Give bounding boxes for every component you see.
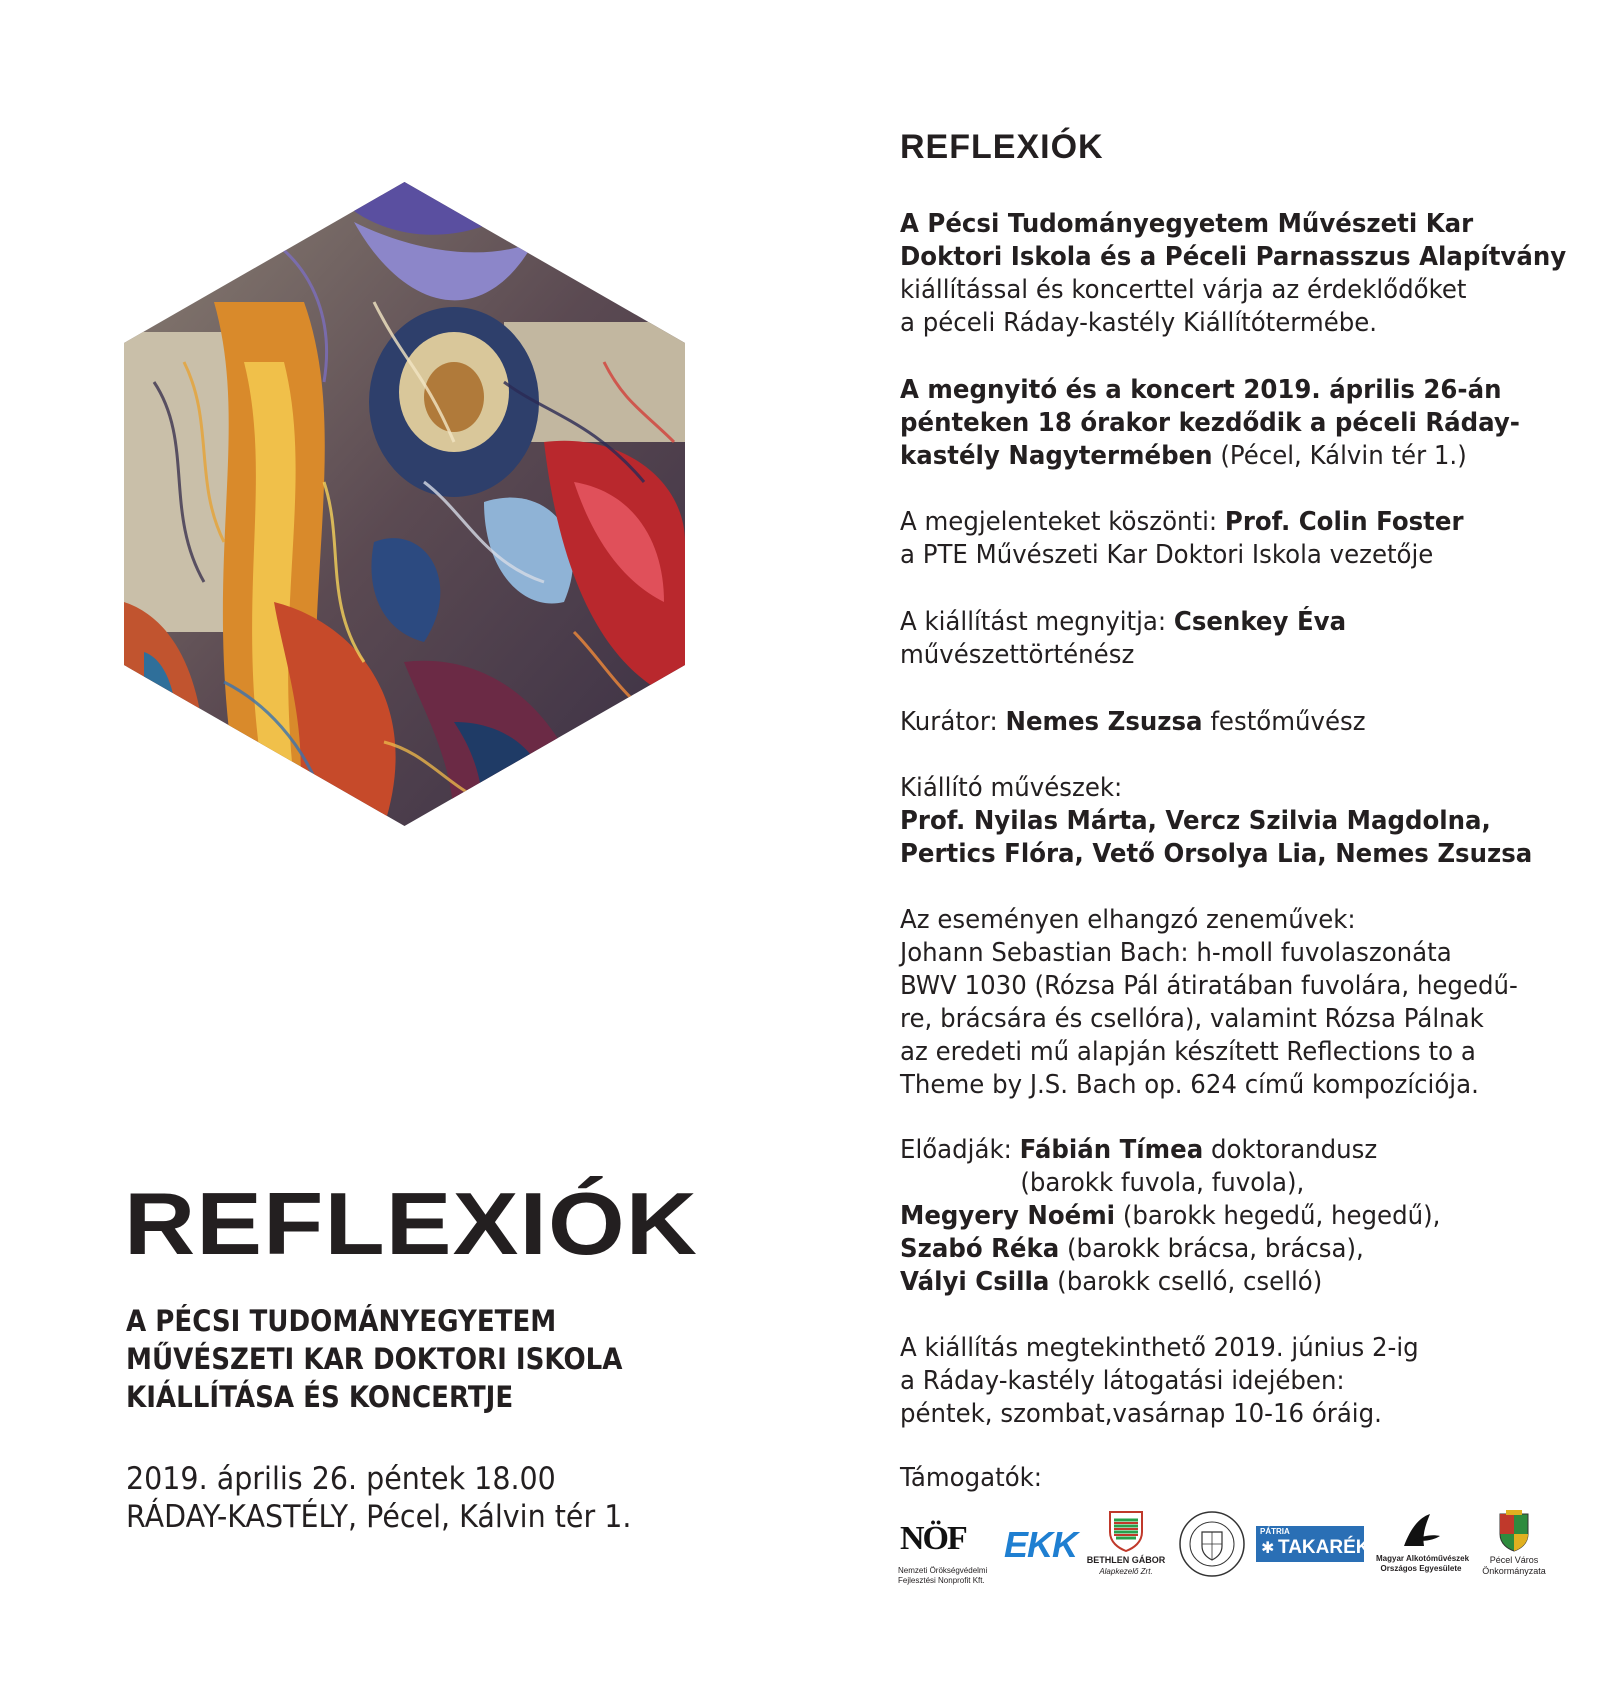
curator-name: Nemes Zsuzsa: [1005, 707, 1203, 737]
greeting-name: Prof. Colin Foster: [1224, 507, 1464, 537]
visiting-paragraph: [900, 1332, 1539, 1431]
intro-line: A Pécsi Tudományegyetem Művészeti Kar: [900, 209, 1474, 239]
performer-instrument: (barokk cselló, cselló): [1049, 1267, 1323, 1297]
subtitle-line: MŰVÉSZETI KAR DOKTORI ISKOLA: [126, 1342, 623, 1376]
university-seal-icon: [1178, 1510, 1246, 1578]
performer-name: Vályi Csilla: [900, 1267, 1050, 1297]
event-date-venue: [126, 1460, 631, 1536]
maoe-logo: [1376, 1510, 1470, 1595]
music-line: az eredeti mű alapján készített Reflections to a: [900, 1037, 1476, 1067]
event-venue: RÁDAY-KASTÉLY, Pécel, Kálvin tér 1.: [126, 1499, 632, 1535]
bethlen-gabor-logo: [1086, 1510, 1166, 1595]
performer-instrument: (barokk fuvola, fuvola),: [1020, 1168, 1305, 1198]
performers-label: Előadják:: [900, 1135, 1020, 1165]
cover-subtitle: [126, 1302, 623, 1416]
music-paragraph: [900, 904, 1539, 1102]
subtitle-line: KIÁLLÍTÁSA ÉS KONCERTJE: [126, 1380, 514, 1414]
ekk-logo: [1000, 1510, 1080, 1595]
performer-instrument: (barokk hegedű, hegedű),: [1115, 1201, 1441, 1231]
event-date: 2019. április 26. péntek 18.00: [126, 1461, 556, 1497]
curator-paragraph: [900, 706, 1539, 739]
opening-address: (Pécel, Kálvin tér 1.): [1212, 441, 1467, 471]
patria-takarek-logo: [1256, 1510, 1370, 1595]
pecel-city-logo: [1472, 1510, 1556, 1595]
opening-paragraph: [900, 374, 1539, 473]
nof-caption: Fejlesztési Nonprofit Kft.: [898, 1576, 985, 1585]
artists-line: Prof. Nyilas Márta, Vercz Szilvia Magdolna,: [900, 806, 1491, 836]
opening-venue: kastély Nagytermében: [900, 441, 1213, 471]
pecel-coat-of-arms-icon: [1498, 1510, 1530, 1552]
sponsors-heading: [900, 1462, 1539, 1495]
opener-label: A kiállítást megnyitja:: [900, 607, 1174, 637]
nof-logo: [896, 1510, 996, 1595]
performer-name: Megyery Noémi: [900, 1201, 1116, 1231]
intro-line: Doktori Iskola és a Péceli Parnasszus Alapítvány: [900, 242, 1567, 272]
sponsor-logos: [896, 1510, 1556, 1595]
greeting-paragraph: [900, 506, 1539, 572]
pecel-caption: Önkormányzata: [1482, 1566, 1546, 1576]
greeting-role: a PTE Művészeti Kar Doktori Iskola vezetője: [900, 540, 1434, 570]
opener-name: Csenkey Éva: [1173, 607, 1347, 637]
performer-name: Szabó Réka: [900, 1234, 1060, 1264]
performer-name: Fábián Tímea: [1019, 1135, 1204, 1165]
ekk-mark: EKK: [1004, 1524, 1078, 1565]
curator-label: Kurátor:: [900, 707, 1006, 737]
maoe-caption: Országos Egyesülete: [1380, 1564, 1462, 1573]
patria-main-text: TAKARÉK: [1278, 1537, 1370, 1558]
bethlen-caption: Alapkezelő Zrt.: [1099, 1567, 1153, 1576]
opening-line: pénteken 18 órakor kezdődik a péceli Ráday-: [900, 408, 1520, 438]
pecel-caption: Pécel Város: [1489, 1555, 1539, 1565]
opener-role: művészettörténész: [900, 640, 1135, 670]
visiting-line: A kiállítás megtekinthető 2019. június 2-ig: [900, 1333, 1419, 1363]
performers-paragraph: [900, 1134, 1539, 1299]
artists-line: Pertics Flóra, Vető Orsolya Lia, Nemes Zsuzsa: [900, 839, 1533, 869]
opening-line: A megnyitó és a koncert 2019. április 26-án: [900, 375, 1502, 405]
bethlen-caption: BETHLEN GÁBOR: [1086, 1555, 1166, 1565]
music-line: Theme by J.S. Bach op. 624 című kompozíciója.: [900, 1070, 1479, 1100]
visiting-line: a Ráday-kastély látogatási idejében:: [900, 1366, 1345, 1396]
maoe-a-icon: [1400, 1510, 1444, 1550]
curator-role: festőművész: [1202, 707, 1366, 737]
patria-star-icon: ✱: [1261, 1538, 1275, 1557]
music-line: BWV 1030 (Rózsa Pál átiratában fuvolára, hegedű-: [900, 971, 1518, 1001]
intro-line: a péceli Ráday-kastély Kiállítótermébe.: [900, 308, 1378, 338]
university-seal-logo: [1174, 1510, 1250, 1595]
music-line: Johann Sebastian Bach: h-moll fuvolaszonáta: [900, 938, 1452, 968]
nof-caption: Nemzeti Örökségvédelmi: [898, 1566, 988, 1575]
music-line: re, brácsára és csellóra), valamint Rózsa Pálnak: [900, 1004, 1484, 1034]
intro-line: kiállítással és koncerttel várja az érdeklődőket: [900, 275, 1467, 305]
music-line: Az eseményen elhangzó zeneművek:: [900, 905, 1356, 935]
patria-small-text: PÁTRIA: [1260, 1527, 1290, 1536]
cover-title: REFLEXIÓK: [124, 1174, 699, 1273]
artists-paragraph: [900, 772, 1539, 871]
patria-badge: [1256, 1526, 1370, 1562]
performer-role: doktorandusz: [1203, 1135, 1378, 1165]
artists-label: Kiállító művészek:: [900, 773, 1123, 803]
greeting-label: A megjelenteket köszönti:: [900, 507, 1225, 537]
opener-paragraph: [900, 606, 1539, 672]
maoe-caption: Magyar Alkotóművészek: [1376, 1554, 1470, 1563]
intro-paragraph: [900, 208, 1567, 340]
details-title: REFLEXIÓK: [900, 128, 1104, 166]
sponsors-label: Támogatók:: [900, 1463, 1043, 1493]
bethlen-shield-icon: [1108, 1510, 1144, 1552]
subtitle-line: A PÉCSI TUDOMÁNYEGYETEM: [126, 1304, 557, 1338]
embroidery-hexagon-image: [124, 182, 685, 826]
visiting-line: péntek, szombat,vasárnap 10-16 óráig.: [900, 1399, 1382, 1429]
performer-instrument: (barokk brácsa, brácsa),: [1059, 1234, 1364, 1264]
details-panel: [800, 0, 1600, 1697]
nof-mark: NÖF: [900, 1520, 966, 1557]
